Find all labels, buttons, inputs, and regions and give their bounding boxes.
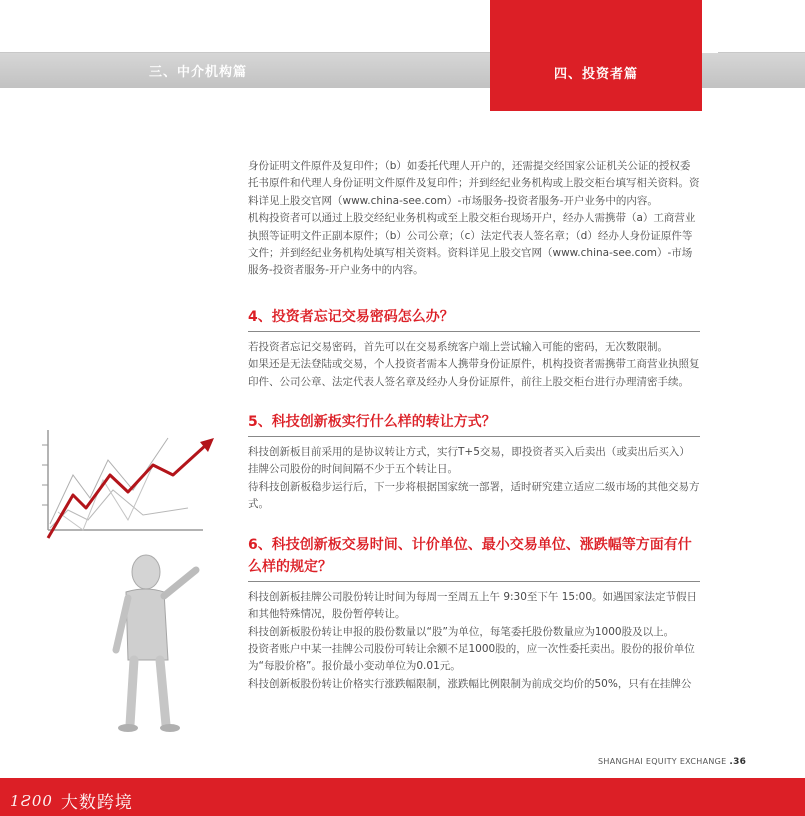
question-6-heading: 6、科技创新板交易时间、计价单位、最小交易单位、涨跌幅等方面有什么样的规定？ [248, 534, 700, 582]
presenter-figure [116, 555, 196, 732]
watermark [10, 788, 133, 813]
page-footer [598, 757, 746, 767]
tab-investors[interactable]: 四、投资者篇 [490, 0, 702, 111]
question-4-paragraph-1: 若投资者忘记交易密码，首先可以在交易系统客户端上尝试输入可能的密码，无次数限制。 [248, 340, 668, 353]
question-6-paragraph-4: 科技创新板股份转让价格实行涨跌幅限制，涨跌幅比例限制为前成交均价的50%，只有在挂牌公 [248, 677, 692, 690]
exchange-name: SHANGHAI EQUITY EXCHANGE [598, 757, 727, 766]
question-4-paragraph-2: 如果还是无法登陆或交易，个人投资者需本人携带身份证原件，机构投资者需携带工商营业执照复印件、公司公章、法定代表人签名章及经办人身份证原件，前往上股交柜台进行办理清密手续。 [248, 358, 700, 388]
intro-paragraph-1: 身份证明文件原件及复印件；（b）如委托代理人开户的，还需提交经国家公证机关公证的授权委托书原件和代理人身份证明文件原件及复印件；并到经纪业务机构或上股交柜台填写相关资料。资料详见上股交官网（www.china-see.com）-市场服务-投资者服务-开户业务中的内容。 [248, 160, 700, 207]
illustration-ticks [42, 445, 48, 505]
illustration-trend-line [48, 445, 206, 538]
question-6-paragraph-2: 科技创新板股份转让申报的股份数量以“股”为单位，每笔委托股份数量应为1000股及以上。 [248, 625, 675, 638]
watermark-name: 大数跨境 [60, 793, 133, 813]
illustration-sketch-line-1 [50, 438, 168, 524]
main-content [248, 158, 700, 693]
illustration-sketch-line-2 [50, 490, 188, 528]
tab-intermediaries[interactable]: 三、中介机构篇 [148, 65, 247, 80]
question-6-paragraph-3: 投资者账户中某一挂牌公司股份可转让余额不足1000股的，应一次性委托卖出。股份的报价单位为“每股价格”。报价最小变动单位为0.01元。 [248, 642, 695, 673]
intro-paragraph-2: 机构投资者可以通过上股交经纪业务机构或至上股交柜台现场开户，经办人需携带（a）工商营业执照等证明文件正副本原件；（b）公司公章；（c）法定代表人签名章；（d）经办人身份证原件等文件；并到经纪业务机构处填写相关资料。资料详见上股交官网（www.china-see.com）-市场服务-投资者服务-开户业务中的内容。 [248, 212, 696, 277]
question-5-paragraph-1: 科技创新板目前采用的是协议转让方式，实行T+5交易，即投资者买入后卖出（或卖出后买入）挂牌公司股份的时间间隔不少于五个转让日。 [248, 446, 690, 476]
question-5-paragraph-2: 待科技创新板稳步运行后，下一步将根据国家统一部署，适时研究建立适应二级市场的其他交易方式。 [248, 480, 700, 511]
question-6-paragraph-1: 科技创新板挂牌公司股份转让时间为每周一至周五上午 9:30至下午 15:00。如遇国家法定节假日和其他特殊情况，股份暂停转让。 [248, 590, 698, 621]
question-5-heading: 5、科技创新板实行什么样的转让方式？ [248, 411, 700, 437]
growth-chart-illustration [28, 420, 228, 740]
watermark-logo-icon: 1Ƨ00 [10, 791, 53, 810]
question-4-heading: 4、投资者忘记交易密码怎么办？ [248, 306, 700, 332]
page-number: .36 [729, 757, 747, 767]
